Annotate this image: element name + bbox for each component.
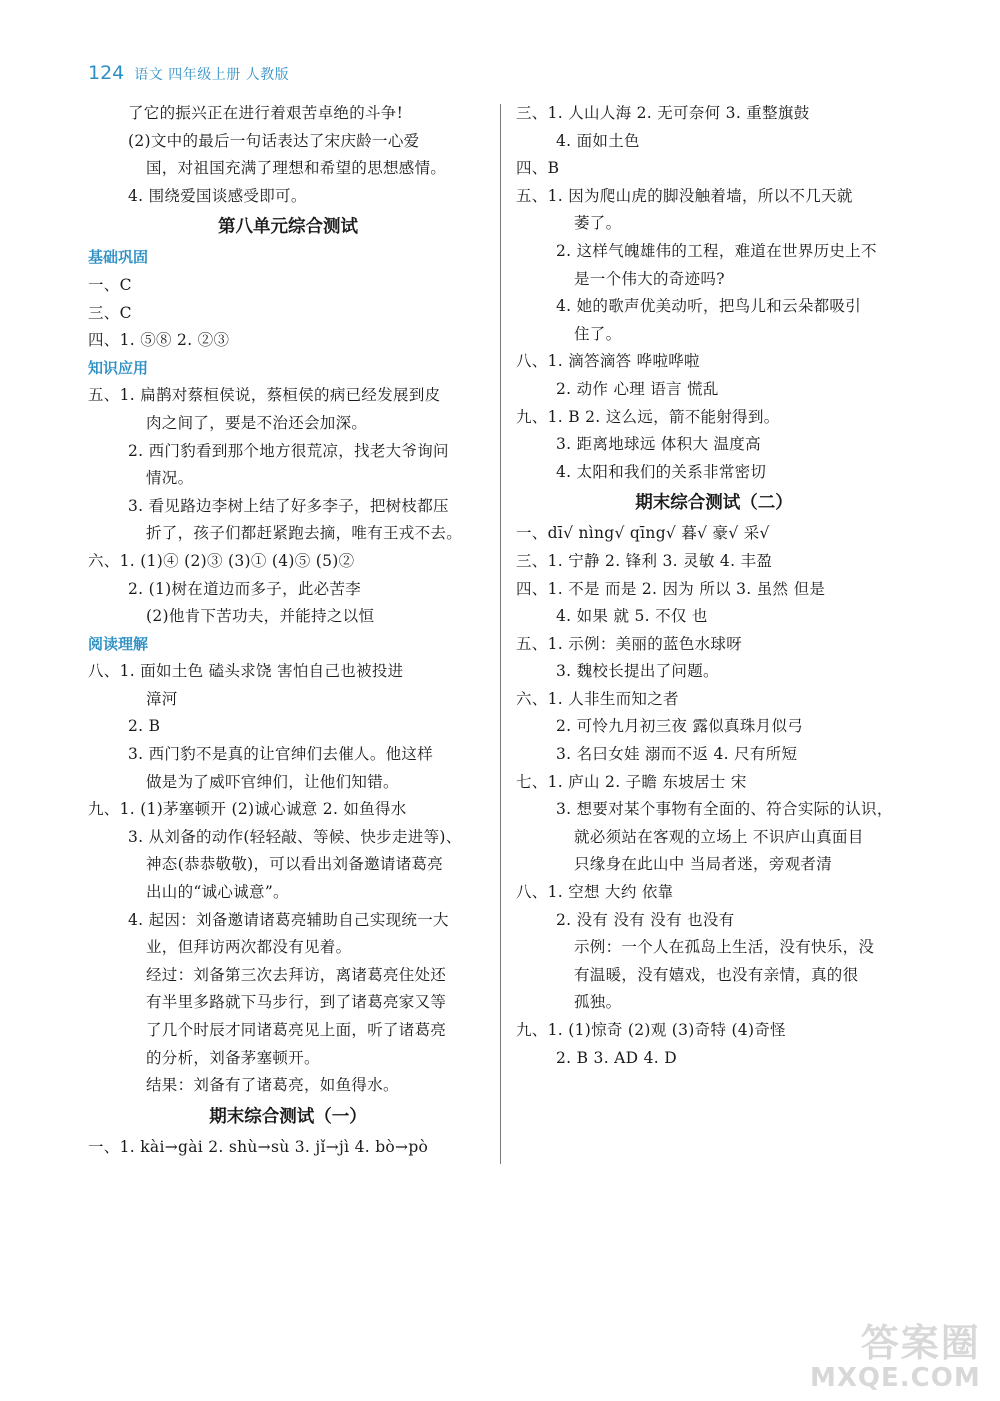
answer-line: 2. (1)树在道边而多子，此必苦李 xyxy=(128,579,362,598)
section-title: 期末综合测试（二） xyxy=(635,493,793,514)
answer-line: 五、1. 因为爬山虎的脚没触着墙，所以不几天就 xyxy=(516,186,853,205)
answer-line: 4. 面如土色 xyxy=(556,131,640,150)
section-title: 期末综合测试（一） xyxy=(209,1106,367,1127)
answer-line: 一、C xyxy=(88,275,132,294)
watermark-logo xyxy=(810,1312,981,1393)
answer-line: 有温暖，没有嬉戏，也没有亲情，真的很 xyxy=(574,965,859,984)
answer-line: 2. 动作 心理 语言 慌乱 xyxy=(556,379,719,398)
answer-line: 4. 太阳和我们的关系非常密切 xyxy=(556,462,767,481)
answer-line: 4. 起因：刘备邀请诸葛亮辅助自己实现统一大 xyxy=(128,910,449,929)
answer-line: 2. 没有 没有 没有 也没有 xyxy=(556,910,735,929)
answer-line: 三、1. 人山人海 2. 无可奈何 3. 重整旗鼓 xyxy=(516,104,810,122)
answer-line: 了它的振兴正在进行着艰苦卓绝的斗争! xyxy=(128,104,404,122)
answer-line: 八、1. 空想 大约 依靠 xyxy=(516,883,674,902)
answer-line: 五、1. 示例：美丽的蓝色水球呀 xyxy=(516,634,743,653)
right-column xyxy=(516,100,912,1072)
answer-line: 3. 西门豹不是真的让官绅们去催人。他这样 xyxy=(128,745,434,764)
section-title: 第八单元综合测试 xyxy=(218,217,358,238)
answer-line: 一、dī√ nìng√ qīng√ 暮√ 豪√ 采√ xyxy=(516,524,770,543)
page-number: 124 xyxy=(88,62,125,84)
answer-line: 3. 名曰女娃 溺而不返 4. 尺有所短 xyxy=(556,745,798,764)
answer-line: 折了，孩子们都赶紧跑去摘，唯有王戎不去。 xyxy=(146,524,463,543)
answer-line: 六、1. 人非生而知之者 xyxy=(516,689,679,708)
answer-line: 五、1. 扁鹊对蔡桓侯说，蔡桓侯的病已经发展到皮 xyxy=(88,386,441,405)
answer-line: 只缘身在此山中 当局者迷，旁观者清 xyxy=(574,855,833,874)
page-header xyxy=(88,62,289,84)
answer-line: 2. 这样气魄雄伟的工程，难道在世界历史上不 xyxy=(556,241,877,260)
answer-line: 九、1. (1)茅塞顿开 (2)诚心诚意 2. 如鱼得水 xyxy=(88,800,407,819)
answer-line: 的分析，刘备茅塞顿开。 xyxy=(146,1048,320,1067)
answer-line: 七、1. 庐山 2. 子瞻 东坡居士 宋 xyxy=(516,772,747,791)
answer-line: 3. 想要对某个事物有全面的、符合实际的认识， xyxy=(556,800,893,819)
answer-line: 神态(恭恭敬敬)，可以看出刘备邀请诸葛亮 xyxy=(146,855,444,874)
answer-line: 业，但拜访两次都没有见着。 xyxy=(146,938,352,957)
answer-line: 住了。 xyxy=(574,324,622,343)
answer-line: 3. 魏校长提出了问题。 xyxy=(556,662,719,681)
answer-line: 4. 她的歌声优美动听，把鸟儿和云朵都吸引 xyxy=(556,297,862,316)
section-heading: 阅读理解 xyxy=(88,634,149,653)
answer-line: 3. 从刘备的动作(轻轻敲、等候、快步走进等)、 xyxy=(128,827,462,846)
answer-line: 4. 围绕爱国谈感受即可。 xyxy=(128,186,307,205)
answer-line: 2. B 3. AD 4. D xyxy=(556,1048,677,1067)
answer-line: (2)文中的最后一句话表达了宋庆龄一心爱 xyxy=(128,131,420,150)
answer-line: 做是为了威吓官绅们，让他们知错。 xyxy=(146,772,399,791)
answer-line: 就必须站在客观的立场上 不识庐山真面目 xyxy=(574,827,864,846)
answer-line: 一、1. kài→gài 2. shù→sù 3. jǐ→jì 4. bò→pò xyxy=(88,1137,429,1156)
answer-line: 四、1. ⑤⑧ 2. ②③ xyxy=(88,331,230,350)
answer-line: 2. B xyxy=(128,717,161,736)
answer-line: 漳河 xyxy=(146,689,178,708)
answer-line: 六、1. (1)④ (2)③ (3)① (4)⑤ (5)② xyxy=(88,551,355,570)
answer-line: 2. 可怜九月初三夜 露似真珠月似弓 xyxy=(556,717,804,736)
answer-line: 三、C xyxy=(88,303,132,322)
answer-line: 是一个伟大的奇迹吗? xyxy=(574,269,725,288)
answer-line: 国，对祖国充满了理想和希望的思想感情。 xyxy=(146,159,447,178)
answer-line: 八、1. 滴答滴答 哗啦哗啦 xyxy=(516,352,700,371)
answer-line: 有半里多路就下马步行，到了诸葛亮家又等 xyxy=(146,993,447,1012)
section-heading: 知识应用 xyxy=(88,358,149,377)
answer-line: 了几个时辰才同诸葛亮见上面，听了诸葛亮 xyxy=(146,1021,447,1039)
answer-line: 情况。 xyxy=(146,469,194,488)
answer-line: 四、1. 不是 而是 2. 因为 所以 3. 虽然 但是 xyxy=(516,579,826,598)
answer-line: 3. 看见路边李树上结了好多李子，把树枝都压 xyxy=(128,496,449,515)
answer-line: 结果：刘备有了诸葛亮，如鱼得水。 xyxy=(146,1076,399,1095)
answer-line: 3. 距离地球远 体积大 温度高 xyxy=(556,435,761,454)
answer-line: 4. 如果 就 5. 不仅 也 xyxy=(556,607,708,626)
watermark-url: MXQE.COM xyxy=(810,1363,981,1393)
book-meta: 语文 四年级上册 人教版 xyxy=(134,67,290,83)
answer-line: 三、1. 宁静 2. 锋利 3. 灵敏 4. 丰盈 xyxy=(516,551,773,570)
answer-line: (2)他肯下苦功夫，并能持之以恒 xyxy=(146,607,375,626)
answer-line: 2. 西门豹看到那个地方很荒凉，找老大爷询问 xyxy=(128,441,449,460)
watermark-text: 答案圈 xyxy=(860,1321,981,1365)
section-heading: 基础巩固 xyxy=(88,248,149,267)
answer-line: 出山的“诚心诚意”。 xyxy=(146,883,289,902)
left-column xyxy=(88,100,488,1161)
answer-line: 九、1. (1)惊奇 (2)观 (3)奇特 (4)奇怪 xyxy=(516,1021,786,1039)
answer-line: 孤独。 xyxy=(574,993,622,1012)
answer-line: 示例：一个人在孤岛上生活，没有快乐，没 xyxy=(574,938,875,957)
answer-line: 萎了。 xyxy=(574,214,622,233)
answer-line: 四、B xyxy=(516,159,560,178)
answer-line: 八、1. 面如土色 磕头求饶 害怕自己也被投进 xyxy=(88,662,404,681)
column-divider xyxy=(500,104,501,1164)
answer-line: 经过：刘备第三次去拜访，离诸葛亮住处还 xyxy=(146,965,447,984)
answer-line: 九、1. B 2. 这么远，箭不能射得到。 xyxy=(516,407,780,426)
answer-line: 肉之间了，要是不治还会加深。 xyxy=(146,413,368,432)
